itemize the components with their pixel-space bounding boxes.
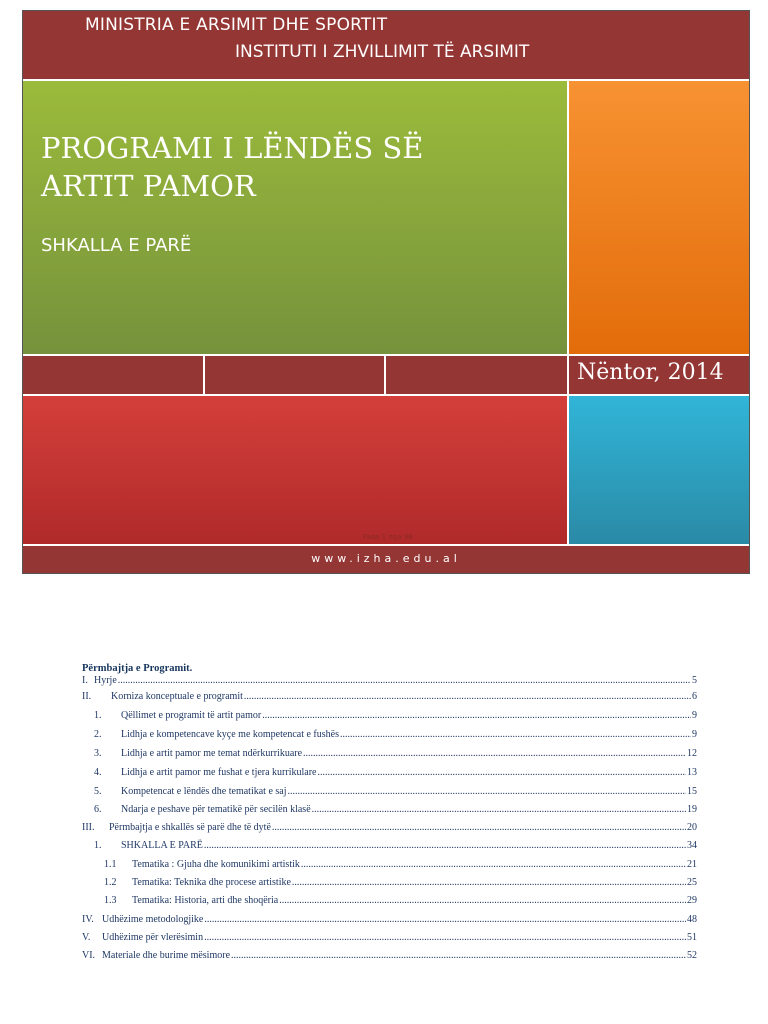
toc-entry[interactable] [82,675,697,687]
toc-entry-text: Qëllimet e programit të artit pamor [121,710,262,721]
toc-entry-page: 29 [687,895,697,906]
toc-entry-text: Korniza konceptuale e programit [111,691,243,702]
toc-entry-text: Lidhja e artit pamor me temat ndërkurrikuare [121,748,303,759]
toc-entry-text: Kompetencat e lëndës dhe tematikat e saj [121,786,287,797]
date-cell [569,356,749,394]
toc-entry-number: IV. [82,914,94,925]
toc-entry-number: 1. [94,710,102,721]
toc-entry-text: Hyrje [94,675,117,686]
band-cell [23,356,203,394]
publication-date: Nëntor, 2014 [577,360,724,385]
cover-page [22,10,750,574]
toc-entry[interactable] [82,837,697,855]
toc-entry-text: SHKALLA E PARË [121,840,203,851]
toc-leader-dots [288,782,687,801]
toc-entry[interactable] [82,855,697,874]
document-title: PROGRAMI I LËNDËS SË ARTIT PAMOR [41,131,424,203]
toc-entry-text: Udhëzime metodologjike [102,914,204,925]
toc-entry-text: Lidhja e artit pamor me fushat e tjera kurrikulare [121,767,317,778]
website-link[interactable]: www.izha.edu.al [311,552,461,565]
header-band [23,11,749,79]
toc-entry-page: 15 [687,786,697,797]
toc-entry-number: 1.2 [104,877,117,888]
toc-entry-text: Udhëzime për vlerësimin [102,932,204,943]
toc-entry-text: Materiale dhe burime mësimore [102,950,231,961]
orange-block [569,81,749,354]
toc-entry-number: 1. [94,840,102,851]
toc-leader-dots [292,874,686,892]
toc-entry[interactable] [82,763,697,782]
toc-entry-page: 13 [687,767,697,778]
toc-entry-number: 3. [94,748,102,759]
toc-entry-number: 4. [94,767,102,778]
blue-block [569,396,749,544]
toc-leader-dots [303,744,686,763]
toc-entry-text: Lidhja e kompetencave kyçe me kompetencat e fushës [121,729,339,740]
band-cell [386,356,567,394]
toc-leader-dots [340,725,691,744]
toc-entry[interactable] [82,947,697,965]
band-cell [205,356,384,394]
toc-leader-dots [204,837,686,855]
toc-entry-text: Tematika: Teknika dhe procese artistike [132,877,291,888]
table-of-contents [82,663,697,965]
toc-leader-dots [312,801,686,819]
toc-entry-page: 48 [687,914,697,925]
toc-heading: Përmbajtja e Programit. [82,663,193,674]
footer-band [23,546,749,573]
toc-entry-page: 34 [687,840,697,851]
toc-entry-page: 9 [692,710,697,721]
toc-entry-page: 9 [692,729,697,740]
toc-leader-dots [279,892,686,910]
toc-leader-dots [262,706,691,725]
page-number: Faqe 1 nga 38 [363,533,413,541]
toc-entry-number: III. [82,822,95,833]
toc-entry[interactable] [82,744,697,763]
toc-entry-page: 20 [687,822,697,833]
toc-leader-dots [204,929,686,947]
toc-entry-text: Ndarja e peshave për tematikë për secilën klasë [121,804,311,815]
document-subtitle: SHKALLA E PARË [41,235,192,256]
toc-leader-dots [301,855,686,874]
toc-entry[interactable] [82,706,697,725]
toc-entry-number: II. [82,691,92,702]
toc-entry-page: 51 [687,932,697,943]
institute-name: INSTITUTI I ZHVILLIMIT TË ARSIMIT [235,42,530,62]
toc-entry[interactable] [82,929,697,947]
toc-entry-number: 5. [94,786,102,797]
toc-entry[interactable] [82,687,697,706]
toc-entry[interactable] [82,892,697,910]
title-block [23,81,567,354]
toc-entry[interactable] [82,782,697,801]
toc-entry[interactable] [82,874,697,892]
ministry-name: MINISTRIA E ARSIMIT DHE SPORTIT [85,15,388,35]
toc-entry-page: 12 [687,748,697,759]
toc-entry-number: 6. [94,804,102,815]
toc-entry[interactable] [82,725,697,744]
toc-entry-number: VI. [82,950,96,961]
toc-entry-page: 19 [687,804,697,815]
toc-leader-dots [272,819,686,837]
toc-entry[interactable] [82,819,697,837]
toc-entry-text: Përmbajtja e shkallës së parë dhe të dytë [109,822,271,833]
toc-entry-text: Tematika: Historia, arti dhe shoqëria [132,895,279,906]
toc-entry-page: 21 [687,859,697,870]
toc-leader-dots [204,910,686,929]
toc-leader-dots [244,687,691,706]
toc-entries [82,675,697,965]
toc-entry-number: 1.3 [104,895,117,906]
toc-entry-text: Tematika : Gjuha dhe komunikimi artistik [132,859,300,870]
toc-entry-number: 2. [94,729,102,740]
toc-leader-dots [231,947,686,965]
toc-leader-dots [317,763,686,782]
toc-entry-number: 1.1 [104,859,117,870]
red-block [23,396,567,544]
toc-entry-number: V. [82,932,91,943]
toc-leader-dots [118,675,691,687]
toc-entry-page: 6 [692,691,697,702]
toc-entry-page: 25 [687,877,697,888]
toc-entry-number: I. [82,675,88,686]
toc-entry-page: 5 [692,675,697,686]
toc-entry-page: 52 [687,950,697,961]
toc-entry[interactable] [82,801,697,819]
toc-entry[interactable] [82,910,697,929]
